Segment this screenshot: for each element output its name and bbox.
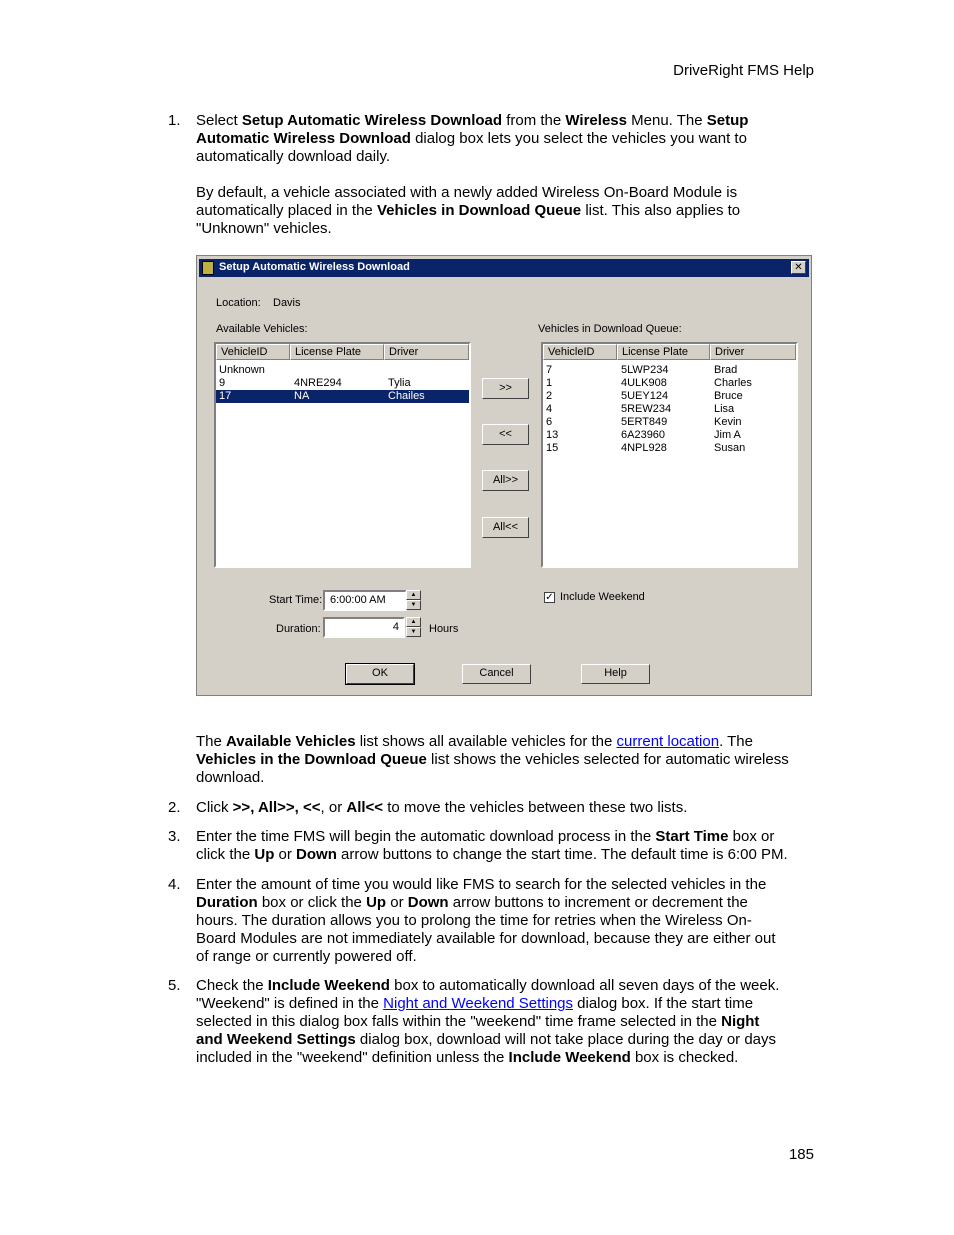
table-row[interactable] — [543, 416, 796, 429]
step-number: 4. — [168, 876, 181, 893]
license-plate: 6A23960 — [621, 429, 666, 441]
driver: Chailes — [388, 390, 425, 402]
column-header-license-plate[interactable]: License Plate — [290, 344, 384, 360]
vehicle-id: 1 — [546, 377, 553, 389]
vehicle-id: 9 — [219, 377, 226, 389]
cancel-button[interactable]: Cancel — [462, 664, 531, 684]
vehicle-id: 13 — [546, 429, 559, 441]
driver: Charles — [714, 377, 752, 389]
table-row[interactable] — [543, 377, 796, 390]
add-button[interactable]: >> — [482, 378, 529, 399]
vehicle-id: 7 — [546, 364, 553, 376]
vehicle-id: 2 — [546, 390, 553, 402]
available-vehicles-label: Available Vehicles: — [216, 323, 308, 335]
step-number: 2. — [168, 799, 181, 816]
column-header-license-plate[interactable]: License Plate — [617, 344, 710, 360]
table-row[interactable] — [543, 442, 796, 455]
vehicle-id: 4 — [546, 403, 553, 415]
driver: Lisa — [714, 403, 735, 415]
default-paragraph: By default, a vehicle associated with a newly added Wireless On-Board Module is automatically placed in the Vehicles in Download Queue list. This also applies to "Unknown" vehicles. — [196, 184, 741, 237]
license-plate: 5LWP234 — [621, 364, 669, 376]
spin-down-icon[interactable]: ▼ — [406, 627, 421, 637]
table-row-selected[interactable] — [216, 390, 469, 403]
driver: Kevin — [714, 416, 742, 428]
vehicle-id: 6 — [546, 416, 553, 428]
license-plate: 4NRE294 — [294, 377, 342, 389]
app-icon — [202, 261, 214, 275]
location-value: Davis — [273, 297, 301, 309]
column-header-vehicleid[interactable]: VehicleID — [216, 344, 290, 360]
license-plate: NA — [294, 390, 310, 402]
driver: Bruce — [714, 390, 743, 402]
table-row[interactable] — [543, 390, 796, 403]
driver: Susan — [714, 442, 746, 454]
table-row[interactable] — [543, 403, 796, 416]
help-button[interactable]: Help — [581, 664, 650, 684]
download-queue-list[interactable] — [541, 342, 798, 568]
vehicle-id: 15 — [546, 442, 559, 454]
column-header-driver[interactable]: Driver — [384, 344, 469, 360]
available-vehicles-list[interactable] — [214, 342, 471, 568]
queue-label: Vehicles in Download Queue: — [538, 323, 682, 335]
license-plate: 4NPL928 — [621, 442, 667, 454]
vehicle-id: Unknown — [219, 364, 265, 376]
duration-label: Duration: — [276, 623, 321, 635]
step-number: 5. — [168, 977, 181, 994]
spin-down-icon[interactable]: ▼ — [406, 600, 421, 610]
driver: Brad — [714, 364, 738, 376]
dialog-titlebar[interactable] — [199, 259, 809, 277]
step-number: 3. — [168, 828, 181, 845]
duration-spinner[interactable] — [406, 617, 421, 638]
table-row[interactable] — [543, 364, 796, 377]
spin-up-icon[interactable]: ▲ — [406, 617, 421, 627]
table-row[interactable] — [216, 377, 469, 390]
driver: Jim A — [714, 429, 741, 441]
start-time-input[interactable]: 6:00:00 AM — [323, 590, 407, 611]
step4-text: Enter the amount of time you would like FMS to search for the selected vehicles in the Duration box or click the Up or Down arrow buttons to increment or decrement the hours. The duration allows you to prolong the time for retries when the Wireless On- Board Modules are not immediately available for download, because they are either out of range or currently powered off. — [196, 876, 776, 965]
hours-label: Hours — [429, 623, 459, 635]
setup-download-dialog — [196, 255, 812, 696]
duration-input[interactable]: 4 — [323, 617, 405, 638]
step-number: 1. — [168, 112, 181, 129]
page-number: 185 — [788, 1146, 814, 1163]
dialog-title: Setup Automatic Wireless Download — [219, 261, 410, 273]
add-all-button[interactable]: All>> — [482, 470, 529, 491]
step3-text: Enter the time FMS will begin the automatic download process in the Start Time box or click the Up or Down arrow buttons to change the start time. The default time is 6:00 PM. — [196, 828, 788, 863]
table-row[interactable] — [543, 429, 796, 442]
license-plate: 5UEY124 — [621, 390, 669, 402]
step5-text: Check the Include Weekend box to automatically download all seven days of the week. "Weekend" is defined in the Night and Weekend Settings dialog box. If the start time selected in this dialog box falls within the "weekend" time frame selected in the Night and Weekend Settings dialog box, download will not take place during the day or days included in the "weekend" definition unless the Include Weekend box is checked. — [196, 977, 780, 1066]
include-weekend-label[interactable]: Include Weekend — [560, 591, 645, 603]
close-button[interactable]: ✕ — [791, 261, 806, 274]
vehicle-id: 17 — [219, 390, 232, 402]
column-header-vehicleid[interactable]: VehicleID — [543, 344, 617, 360]
license-plate: 5ERT849 — [621, 416, 668, 428]
driver: Tylia — [388, 377, 411, 389]
page-header: DriveRight FMS Help — [673, 62, 814, 79]
license-plate: 5REW234 — [621, 403, 672, 415]
step2-text: Click >>, All>>, <<, or All<< to move the vehicles between these two lists. — [196, 799, 688, 816]
step1-text: Select Setup Automatic Wireless Download from the Wireless Menu. The Setup Automatic Wireless Download dialog box lets you select the vehicles you want to automatically download daily. — [196, 112, 749, 165]
column-header-driver[interactable]: Driver — [710, 344, 796, 360]
remove-all-button[interactable]: All<< — [482, 517, 529, 538]
license-plate: 4ULK908 — [621, 377, 667, 389]
lists-paragraph: The Available Vehicles list shows all available vehicles for the current location. The Vehicles in the Download Queue list shows the vehicles selected for automatic wireless download. — [196, 733, 789, 786]
spin-up-icon[interactable]: ▲ — [406, 590, 421, 600]
remove-button[interactable]: << — [482, 424, 529, 445]
current-location-link[interactable]: current location — [616, 733, 720, 750]
location-label: Location: — [216, 297, 261, 309]
start-time-label: Start Time: — [269, 594, 323, 606]
table-row[interactable] — [216, 364, 469, 377]
start-time-spinner[interactable] — [406, 590, 421, 611]
night-weekend-settings-link[interactable]: Night and Weekend Settings — [383, 995, 573, 1012]
include-weekend-checkbox[interactable]: ✓ — [545, 592, 554, 603]
ok-button[interactable]: OK — [346, 664, 414, 684]
